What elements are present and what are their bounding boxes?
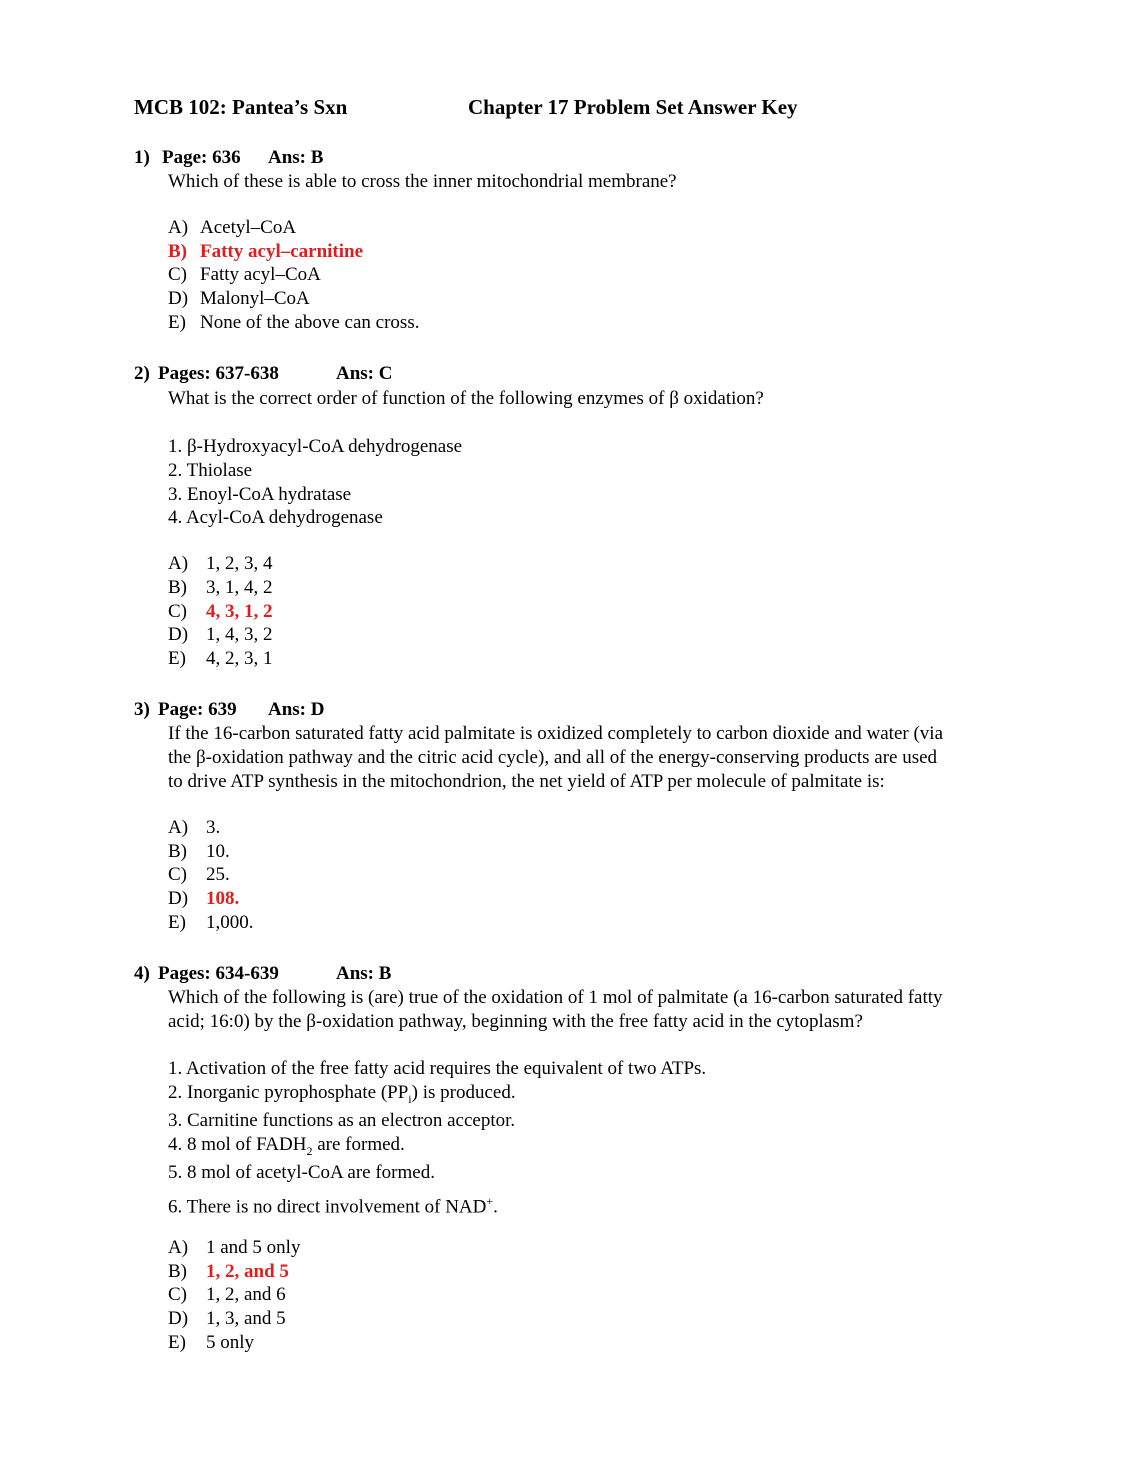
- q3-option-a: A) 3.: [168, 817, 221, 838]
- q2-option-a: A) 1, 2, 3, 4: [168, 553, 273, 574]
- q1-answer: Ans: B: [268, 147, 324, 168]
- q2-item: 1. β-Hydroxyacyl-CoA dehydrogenase: [168, 436, 463, 457]
- q2-option-c-correct: C) 4, 3, 1, 2: [168, 601, 273, 622]
- page-title: Chapter 17 Problem Set Answer Key: [468, 95, 798, 119]
- q3-answer: Ans: D: [268, 699, 325, 720]
- q3-question-line: to drive ATP synthesis in the mitochondrion, the net yield of ATP per molecule of palmitate is:: [168, 771, 885, 792]
- q1-option-c: C) Fatty acyl–CoA: [168, 264, 321, 285]
- q4-item: 2. Inorganic pyrophosphate $(PP_i)$ is produced.: [168, 1082, 516, 1106]
- q4-question-line: Which of the following is (are) true of the oxidation of 1 mol of palmitate (a 16-carbon saturated fatty: [168, 987, 943, 1008]
- q4-question-line: acid; 16:0) by the β-oxidation pathway, beginning with the free fatty acid in the cytoplasm?: [168, 1011, 863, 1032]
- q4-page: Pages: 634-639: [158, 963, 279, 984]
- q3-option-e: E) 1,000.: [168, 912, 254, 933]
- q4-item: 1. Activation of the free fatty acid requires the equivalent of two ATPs.: [168, 1058, 707, 1079]
- q4-option-d: D) 1, 3, and 5: [168, 1308, 286, 1329]
- q3-option-d-correct: D) 108.: [168, 888, 240, 909]
- q1-number: 1): [134, 147, 150, 168]
- q3-number: 3): [134, 699, 150, 720]
- q4-item: 3. Carnitine functions as an electron acceptor.: [168, 1110, 516, 1131]
- q4-item: 5. 8 mol of acetyl-CoA are formed.: [168, 1162, 435, 1183]
- q2-answer: Ans: C: [336, 363, 393, 384]
- q3-option-c: C) 25.: [168, 864, 230, 885]
- q1-question: Which of these is able to cross the inner mitochondrial membrane?: [168, 171, 677, 192]
- q3-page: Page: 639: [158, 699, 237, 720]
- q2-item: 2. Thiolase: [168, 460, 253, 481]
- q2-question: What is the correct order of function of the following enzymes of β oxidation?: [168, 388, 764, 409]
- q1-option-b-correct: B) Fatty acyl–carnitine: [168, 241, 364, 262]
- q4-number: 4): [134, 963, 150, 984]
- q4-option-c: C) 1, 2, and 6: [168, 1284, 286, 1305]
- q4-item: 6. There is no direct involvement of NAD+.: [168, 1194, 498, 1218]
- q4-item: 4. 8 mol of $FADH_2$ are formed.: [168, 1134, 405, 1158]
- q1-option-a: A) Acetyl–CoA: [168, 217, 297, 238]
- q2-item: 3. Enoyl-CoA hydratase: [168, 484, 352, 505]
- q2-option-e: E) 4, 2, 3, 1: [168, 648, 273, 669]
- course-title: MCB 102: Pantea’s Sxn: [134, 95, 348, 119]
- q2-option-d: D) 1, 4, 3, 2: [168, 624, 273, 645]
- q1-option-d: D) Malonyl–CoA: [168, 288, 310, 309]
- q3-option-b: B) 10.: [168, 841, 230, 862]
- q2-number: 2): [134, 363, 150, 384]
- q3-question-line: If the 16-carbon saturated fatty acid palmitate is oxidized completely to carbon dioxide and water (via: [168, 723, 944, 744]
- q2-option-b: B) 3, 1, 4, 2: [168, 577, 273, 598]
- q1-page: Page: 636: [162, 147, 241, 168]
- q4-option-b-correct: B) 1, 2, and 5: [168, 1261, 289, 1282]
- q3-question-line: the β-oxidation pathway and the citric acid cycle), and all of the energy-conserving products are used: [168, 747, 938, 768]
- q2-page: Pages: 637-638: [158, 363, 279, 384]
- q1-option-e: E) None of the above can cross.: [168, 312, 420, 333]
- q4-option-a: A) 1 and 5 only: [168, 1237, 301, 1258]
- q2-item: 4. Acyl-CoA dehydrogenase: [168, 507, 383, 528]
- q4-option-e: E) 5 only: [168, 1332, 255, 1353]
- q4-answer: Ans: B: [336, 963, 392, 984]
